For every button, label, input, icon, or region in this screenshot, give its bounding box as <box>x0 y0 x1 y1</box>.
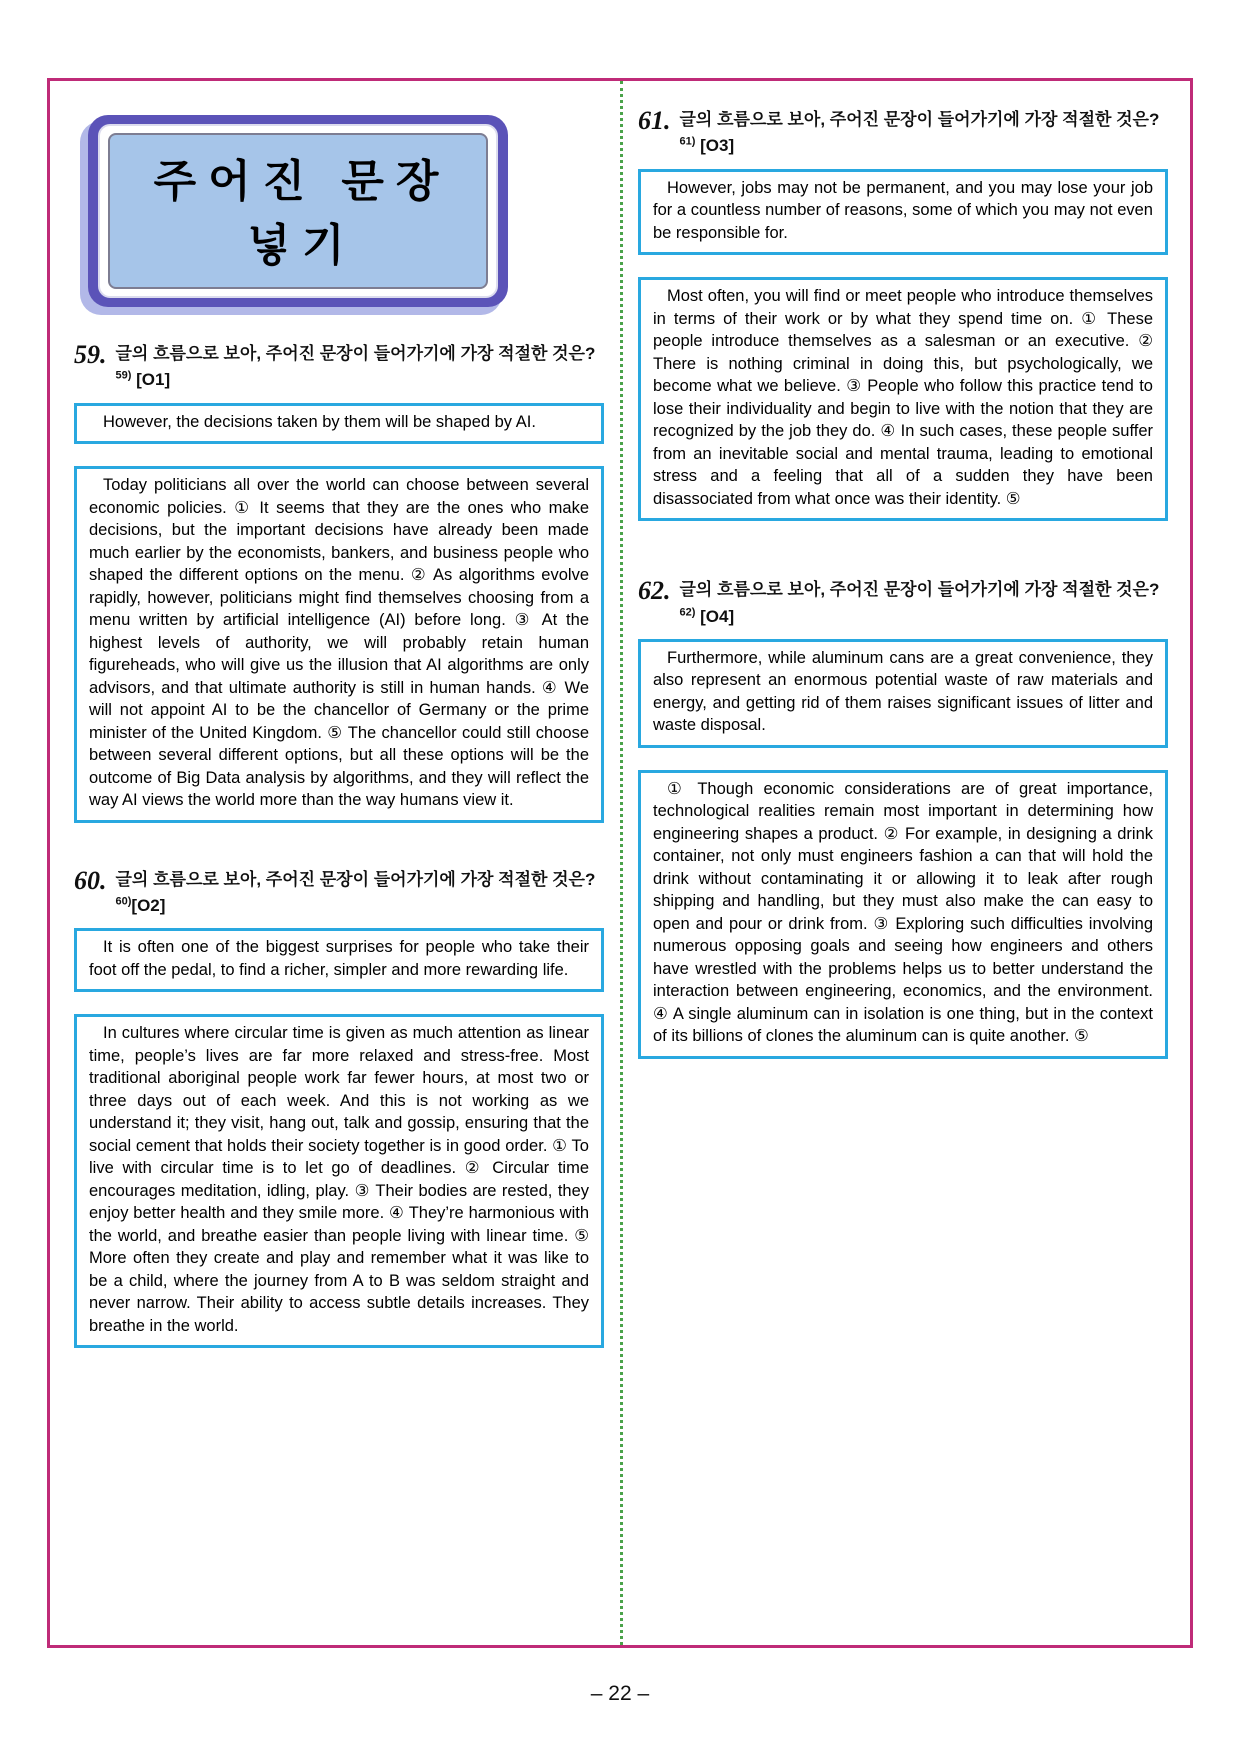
question-number: 62. <box>638 576 671 606</box>
question-number: 60. <box>74 865 107 895</box>
answer-tag: [O3] <box>700 136 735 156</box>
question-59 <box>74 341 604 823</box>
question-62 <box>638 577 1168 1059</box>
question-61 <box>638 107 1168 521</box>
given-sentence-box: It is often one of the biggest surprises for people who take their foot off the pedal, to find a richer, simpler and more rewarding life. <box>74 928 604 992</box>
footnote-marker: 60) <box>115 895 132 908</box>
prompt-text: 글의 흐름으로 보아, 주어진 문장이 들어가기에 가장 적절한 것은? <box>115 869 596 889</box>
passage-box: Most often, you will find or meet people who introduce themselves in terms of their work or by what they spend time on. ① These people introduce themselves as a salesman or an executive. ② There is nothing criminal in doing this, but psychologically, we become what we believe. ③ People who follow this practice tend to lose their individuality and begin to live with the notion that they are recognized by the job they do. ④ In such cases, these people suffer from an inevitable social and mental trauma, leading to emotional stress and a feeling that all of a sudden they have been disassociated from what once was their identity. ⑤ <box>638 277 1168 521</box>
section-title-box <box>88 115 508 307</box>
prompt-text: 글의 흐름으로 보아, 주어진 문장이 들어가기에 가장 적절한 것은? <box>115 344 596 363</box>
given-sentence-box: However, the decisions taken by them will be shaped by AI. <box>74 403 604 445</box>
question-prompt <box>116 341 605 394</box>
question-prompt <box>116 867 605 920</box>
footnote-marker: 59) <box>115 369 132 382</box>
right-column <box>638 101 1168 1103</box>
column-divider <box>620 81 623 1645</box>
question-number: 61. <box>638 106 671 135</box>
answer-tag: [O4] <box>700 606 735 626</box>
question-59-header <box>74 341 604 394</box>
question-60 <box>74 867 604 1349</box>
question-prompt <box>680 577 1169 630</box>
page-border-frame <box>47 78 1193 1648</box>
answer-tag: [O1] <box>136 370 171 390</box>
question-61-header <box>638 107 1168 160</box>
footnote-marker: 61) <box>679 135 696 148</box>
passage-box: In cultures where circular time is given as much attention as linear time, people’s lives are far more relaxed and stress-free. Most traditional aboriginal people work far fewer hours, at most two or three days out of each week. And this is not working as we understand it; they visit, hang out, talk and gossip, ensuring that the social cement that holds their society together is in good order. ① To live with circular time is to let go of deadlines. ② Circular time encourages meditation, idling, play. ③ Their bodies are rested, they enjoy better health and they smile more. ④ They’re harmonious with the world, and breathe easier than people living with linear time. ⑤ More often they create and play and remember what it was like to be a child, where the journey from A to B was seldom straight and never narrow. Their ability to access subtle details increases. They breathe in the world. <box>74 1014 604 1348</box>
prompt-text: 글의 흐름으로 보아, 주어진 문장이 들어가기에 가장 적절한 것은? <box>679 110 1160 129</box>
question-62-header <box>638 577 1168 630</box>
given-sentence-box: However, jobs may not be permanent, and you may lose your job for a countless number of reasons, some of which you may not even be responsible for. <box>638 169 1168 256</box>
given-sentence-box: Furthermore, while aluminum cans are a great convenience, they also represent an enormous potential waste of raw materials and energy, and getting rid of them raises significant issues of litter and waste disposal. <box>638 639 1168 748</box>
passage-box: ① Though economic considerations are of great importance, technological realities remain most important in determining how engineering shapes a product. ② For example, in designing a drink container, not only must engineers fashion a can that will hold the drink without contaminating it or allowing it to leak after rough shipping and handling, but they must also make the can easy to open and pour or drink from. ③ Exploring such difficulties involving numerous opposing goals and seeing how engineers and others have wrestled with the problems helps us to better understand the interaction between engineering, economics, and the environment. ④ A single aluminum can in isolation is one thing, but in the context of its billions of clones the aluminum can is quite another. ⑤ <box>638 770 1168 1059</box>
answer-tag: [O2] <box>131 896 166 916</box>
left-column <box>74 101 604 1392</box>
prompt-text: 글의 흐름으로 보아, 주어진 문장이 들어가기에 가장 적절한 것은? <box>679 580 1160 600</box>
page-number: – 22 – <box>590 1682 650 1705</box>
question-prompt <box>680 107 1169 160</box>
section-title: 주어진 문장 넣기 <box>108 133 488 289</box>
passage-box: Today politicians all over the world can choose between several economic policies. ① It seems that they are the ones who make decisions, but the important decisions have already been made much earlier by the economists, bankers, and business people who shaped the different options on the menu. ② As algorithms evolve rapidly, however, politicians might find themselves choosing from a menu written by artificial intelligence (AI) before long. ③ At the highest levels of authority, we will probably retain human figureheads, who will give us the illusion that AI algorithms are only advisors, and that ultimate authority is still in human hands. ④ We will not appoint AI to be the chancellor of Germany or the prime minister of the United Kingdom. ⑤ The chancellor could still choose between several different options, but all these options will be the outcome of Big Data analysis by algorithms, and they will reflect the way AI views the world more than the way humans view it. <box>74 466 604 823</box>
question-number: 59. <box>74 340 107 369</box>
footnote-marker: 62) <box>679 605 696 618</box>
section-title-inner-ring <box>98 124 498 298</box>
question-60-header <box>74 867 604 920</box>
